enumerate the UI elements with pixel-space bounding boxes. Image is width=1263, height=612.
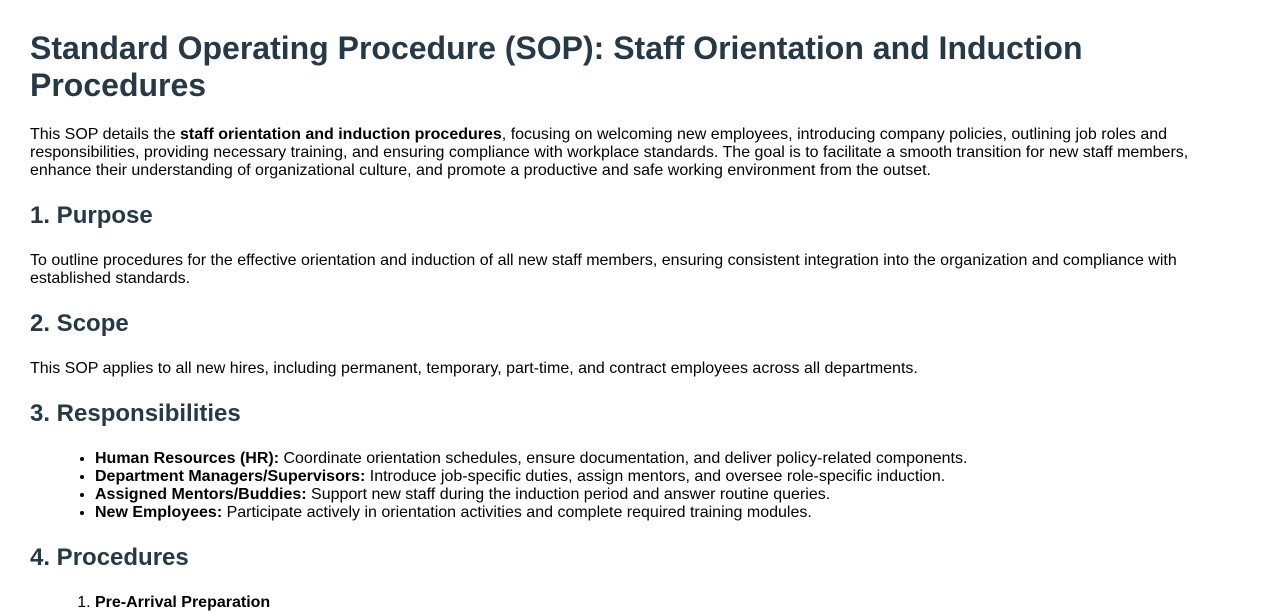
section-heading-responsibilities: 3. Responsibilities [30, 400, 241, 427]
list-item [95, 594, 1233, 612]
responsibility-role: Department Managers/Supervisors: [95, 468, 366, 485]
responsibility-description: Support new staff during the induction period and answer routine queries. [306, 486, 831, 503]
responsibility-description: Introduce job-specific duties, assign mentors, and oversee role-specific induction. [365, 468, 946, 485]
intro-text-before: This SOP details the [30, 126, 180, 143]
responsibility-description: Participate actively in orientation activities and complete required training modules. [222, 504, 812, 521]
intro-text-bold: staff orientation and induction procedures [180, 126, 502, 143]
list-item [95, 504, 1233, 522]
intro-paragraph [30, 126, 1233, 180]
responsibility-role: Assigned Mentors/Buddies: [95, 486, 307, 503]
intro-text-after: , focusing on welcoming new employees, introducing company policies, outlining job roles and responsibilities, providing necessary training, and ensuring compliance with workplace standards. The goal is to facilitate a smooth transition for new staff members, enhance their understanding of organizational culture, and promote a productive and safe working environment from the outset. [30, 126, 1189, 179]
section-heading-scope: 2. Scope [30, 310, 129, 337]
section-text-purpose: To outline procedures for the effective orientation and induction of all new staff members, ensuring consistent integration into the organization and compliance with established standards. [30, 252, 1177, 287]
responsibility-role: Human Resources (HR): [95, 450, 280, 467]
responsibilities-list [30, 450, 1233, 522]
responsibility-description: Coordinate orientation schedules, ensure documentation, and deliver policy-related components. [279, 450, 968, 467]
section-text-scope: This SOP applies to all new hires, including permanent, temporary, part-time, and contract employees across all departments. [30, 360, 918, 377]
page-title: Standard Operating Procedure (SOP): Staff Orientation and Induction Procedures [30, 30, 1083, 103]
list-item [95, 450, 1233, 468]
responsibility-role: New Employees: [95, 504, 223, 521]
section-heading-procedures: 4. Procedures [30, 544, 189, 571]
section-heading-purpose: 1. Purpose [30, 202, 153, 229]
procedure-step-label: Pre-Arrival Preparation [95, 594, 271, 611]
list-item [95, 486, 1233, 504]
procedures-list [30, 594, 1233, 612]
list-item [95, 468, 1233, 486]
